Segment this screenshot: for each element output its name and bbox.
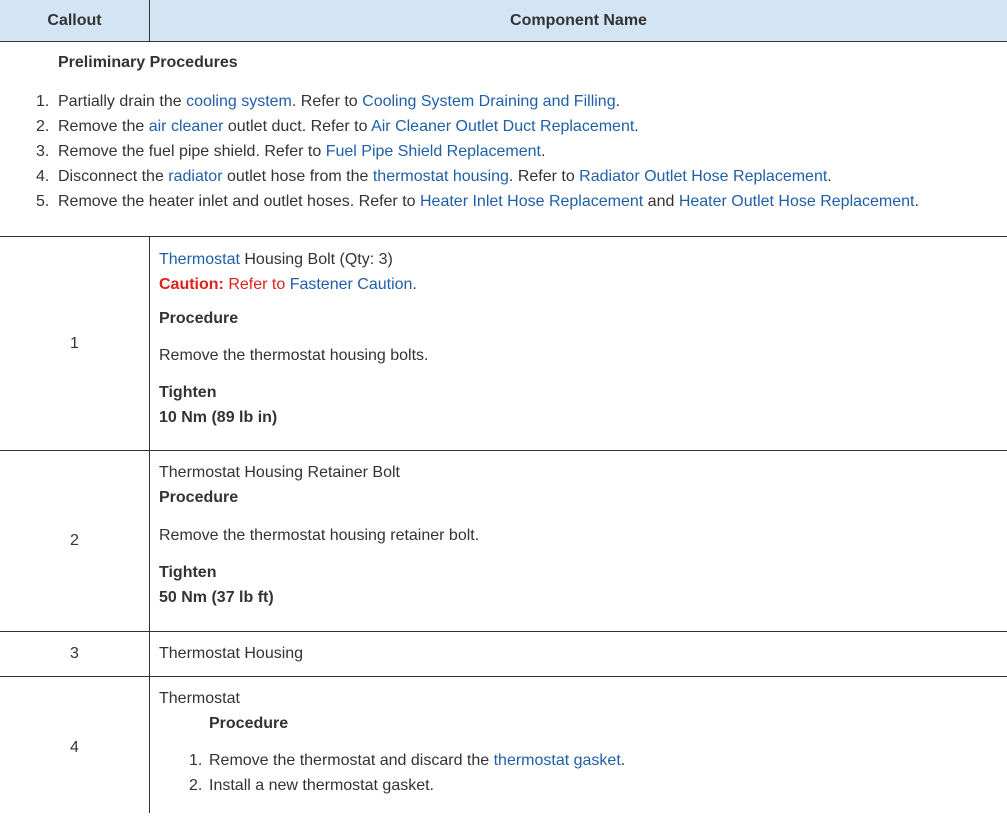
step-text: Partially drain the — [58, 93, 187, 110]
step-text: . — [620, 752, 626, 769]
callout-column-header: Callout — [47, 12, 102, 29]
column-divider — [149, 632, 150, 676]
procedure-heading: Procedure — [209, 715, 289, 732]
procedure-heading: Procedure — [159, 310, 239, 327]
procedure-text: Remove the thermostat housing bolts. — [159, 347, 429, 364]
cooling-system-link[interactable]: cooling system — [186, 93, 292, 110]
table-row — [0, 676, 1007, 813]
step-number: 5. — [36, 193, 50, 210]
preliminary-procedures — [0, 42, 1007, 236]
callout-number: 3 — [70, 645, 79, 662]
thermostat-housing-link[interactable]: thermostat housing — [372, 168, 509, 185]
step-text: outlet duct. Refer to — [223, 118, 372, 135]
component-name — [159, 247, 393, 272]
step-text: outlet hose from the — [222, 168, 373, 185]
tighten-heading: Tighten — [159, 384, 217, 401]
step-text: Remove the thermostat and discard the — [209, 752, 494, 769]
table-row — [0, 631, 1007, 676]
column-divider — [149, 677, 150, 813]
preliminary-title: Preliminary Procedures — [58, 54, 238, 71]
step-text: Disconnect the — [58, 168, 169, 185]
step-text: Install a new thermostat gasket. — [209, 777, 434, 794]
step-number: 1. — [189, 752, 203, 769]
component-name: Thermostat Housing — [159, 645, 304, 662]
thermostat-link[interactable]: Thermostat — [159, 251, 240, 268]
step-text: Remove the — [58, 118, 149, 135]
list-item — [36, 139, 919, 164]
preliminary-steps-list — [36, 89, 919, 214]
callout-number: 2 — [70, 532, 79, 549]
radiator-outlet-hose-link[interactable]: Radiator Outlet Hose Replacement — [579, 168, 828, 185]
heater-inlet-hose-link[interactable]: Heater Inlet Hose Replacement — [420, 193, 644, 210]
air-cleaner-link[interactable]: air cleaner — [148, 118, 224, 135]
component-name: Thermostat — [159, 690, 240, 707]
column-divider — [149, 237, 150, 450]
step-text: . — [634, 118, 639, 135]
tighten-heading: Tighten — [159, 564, 217, 581]
list-item — [36, 164, 919, 189]
table-row — [0, 450, 1007, 631]
table-header — [0, 0, 1007, 42]
step-text: Remove the fuel pipe shield. Refer to — [58, 143, 326, 160]
cooling-system-draining-link[interactable]: Cooling System Draining and Filling — [362, 93, 616, 110]
column-divider — [149, 451, 150, 631]
component-name: Thermostat Housing Retainer Bolt — [159, 464, 400, 481]
step-text: . — [615, 93, 621, 110]
air-cleaner-duct-replacement-link[interactable]: Air Cleaner Outlet Duct Replacement — [371, 118, 635, 135]
step-text: . — [914, 193, 919, 210]
step-number: 2. — [36, 118, 50, 135]
radiator-link[interactable]: radiator — [168, 168, 223, 185]
caution-text: Refer to — [223, 276, 290, 293]
torque-spec: 50 Nm (37 lb ft) — [159, 589, 274, 606]
torque-spec: 10 Nm (89 lb in) — [159, 409, 278, 426]
heater-outlet-hose-link[interactable]: Heater Outlet Hose Replacement — [678, 193, 915, 210]
callout-number: 4 — [70, 739, 79, 756]
procedure-heading: Procedure — [159, 489, 239, 506]
caution-end: . — [412, 276, 417, 293]
list-item — [36, 114, 919, 139]
callout-number: 1 — [70, 335, 79, 352]
fastener-caution-link[interactable]: Fastener Caution — [289, 276, 413, 293]
caution-label: Caution: — [159, 276, 224, 293]
fuel-pipe-shield-link[interactable]: Fuel Pipe Shield Replacement — [325, 143, 541, 160]
table-row — [0, 236, 1007, 450]
component-name-column-header: Component Name — [510, 12, 647, 29]
step-text: . Refer to — [291, 93, 363, 110]
step-number: 2. — [189, 777, 203, 794]
step-number: 4. — [36, 168, 50, 185]
step-text: . — [827, 168, 832, 185]
thermostat-gasket-link[interactable]: thermostat gasket — [493, 752, 621, 769]
list-item — [189, 748, 625, 773]
step-number: 1. — [36, 93, 50, 110]
list-item — [189, 773, 434, 798]
list-item — [36, 89, 919, 114]
step-text: . — [540, 143, 546, 160]
procedure-text: Remove the thermostat housing retainer bolt. — [159, 527, 480, 544]
step-text: and — [643, 193, 679, 210]
caution-note — [159, 272, 417, 297]
component-name-text: Housing Bolt (Qty: 3) — [239, 251, 393, 268]
step-text: Remove the heater inlet and outlet hoses. Refer to — [58, 193, 420, 210]
step-number: 3. — [36, 143, 50, 160]
list-item — [36, 189, 919, 214]
step-text: . Refer to — [508, 168, 580, 185]
